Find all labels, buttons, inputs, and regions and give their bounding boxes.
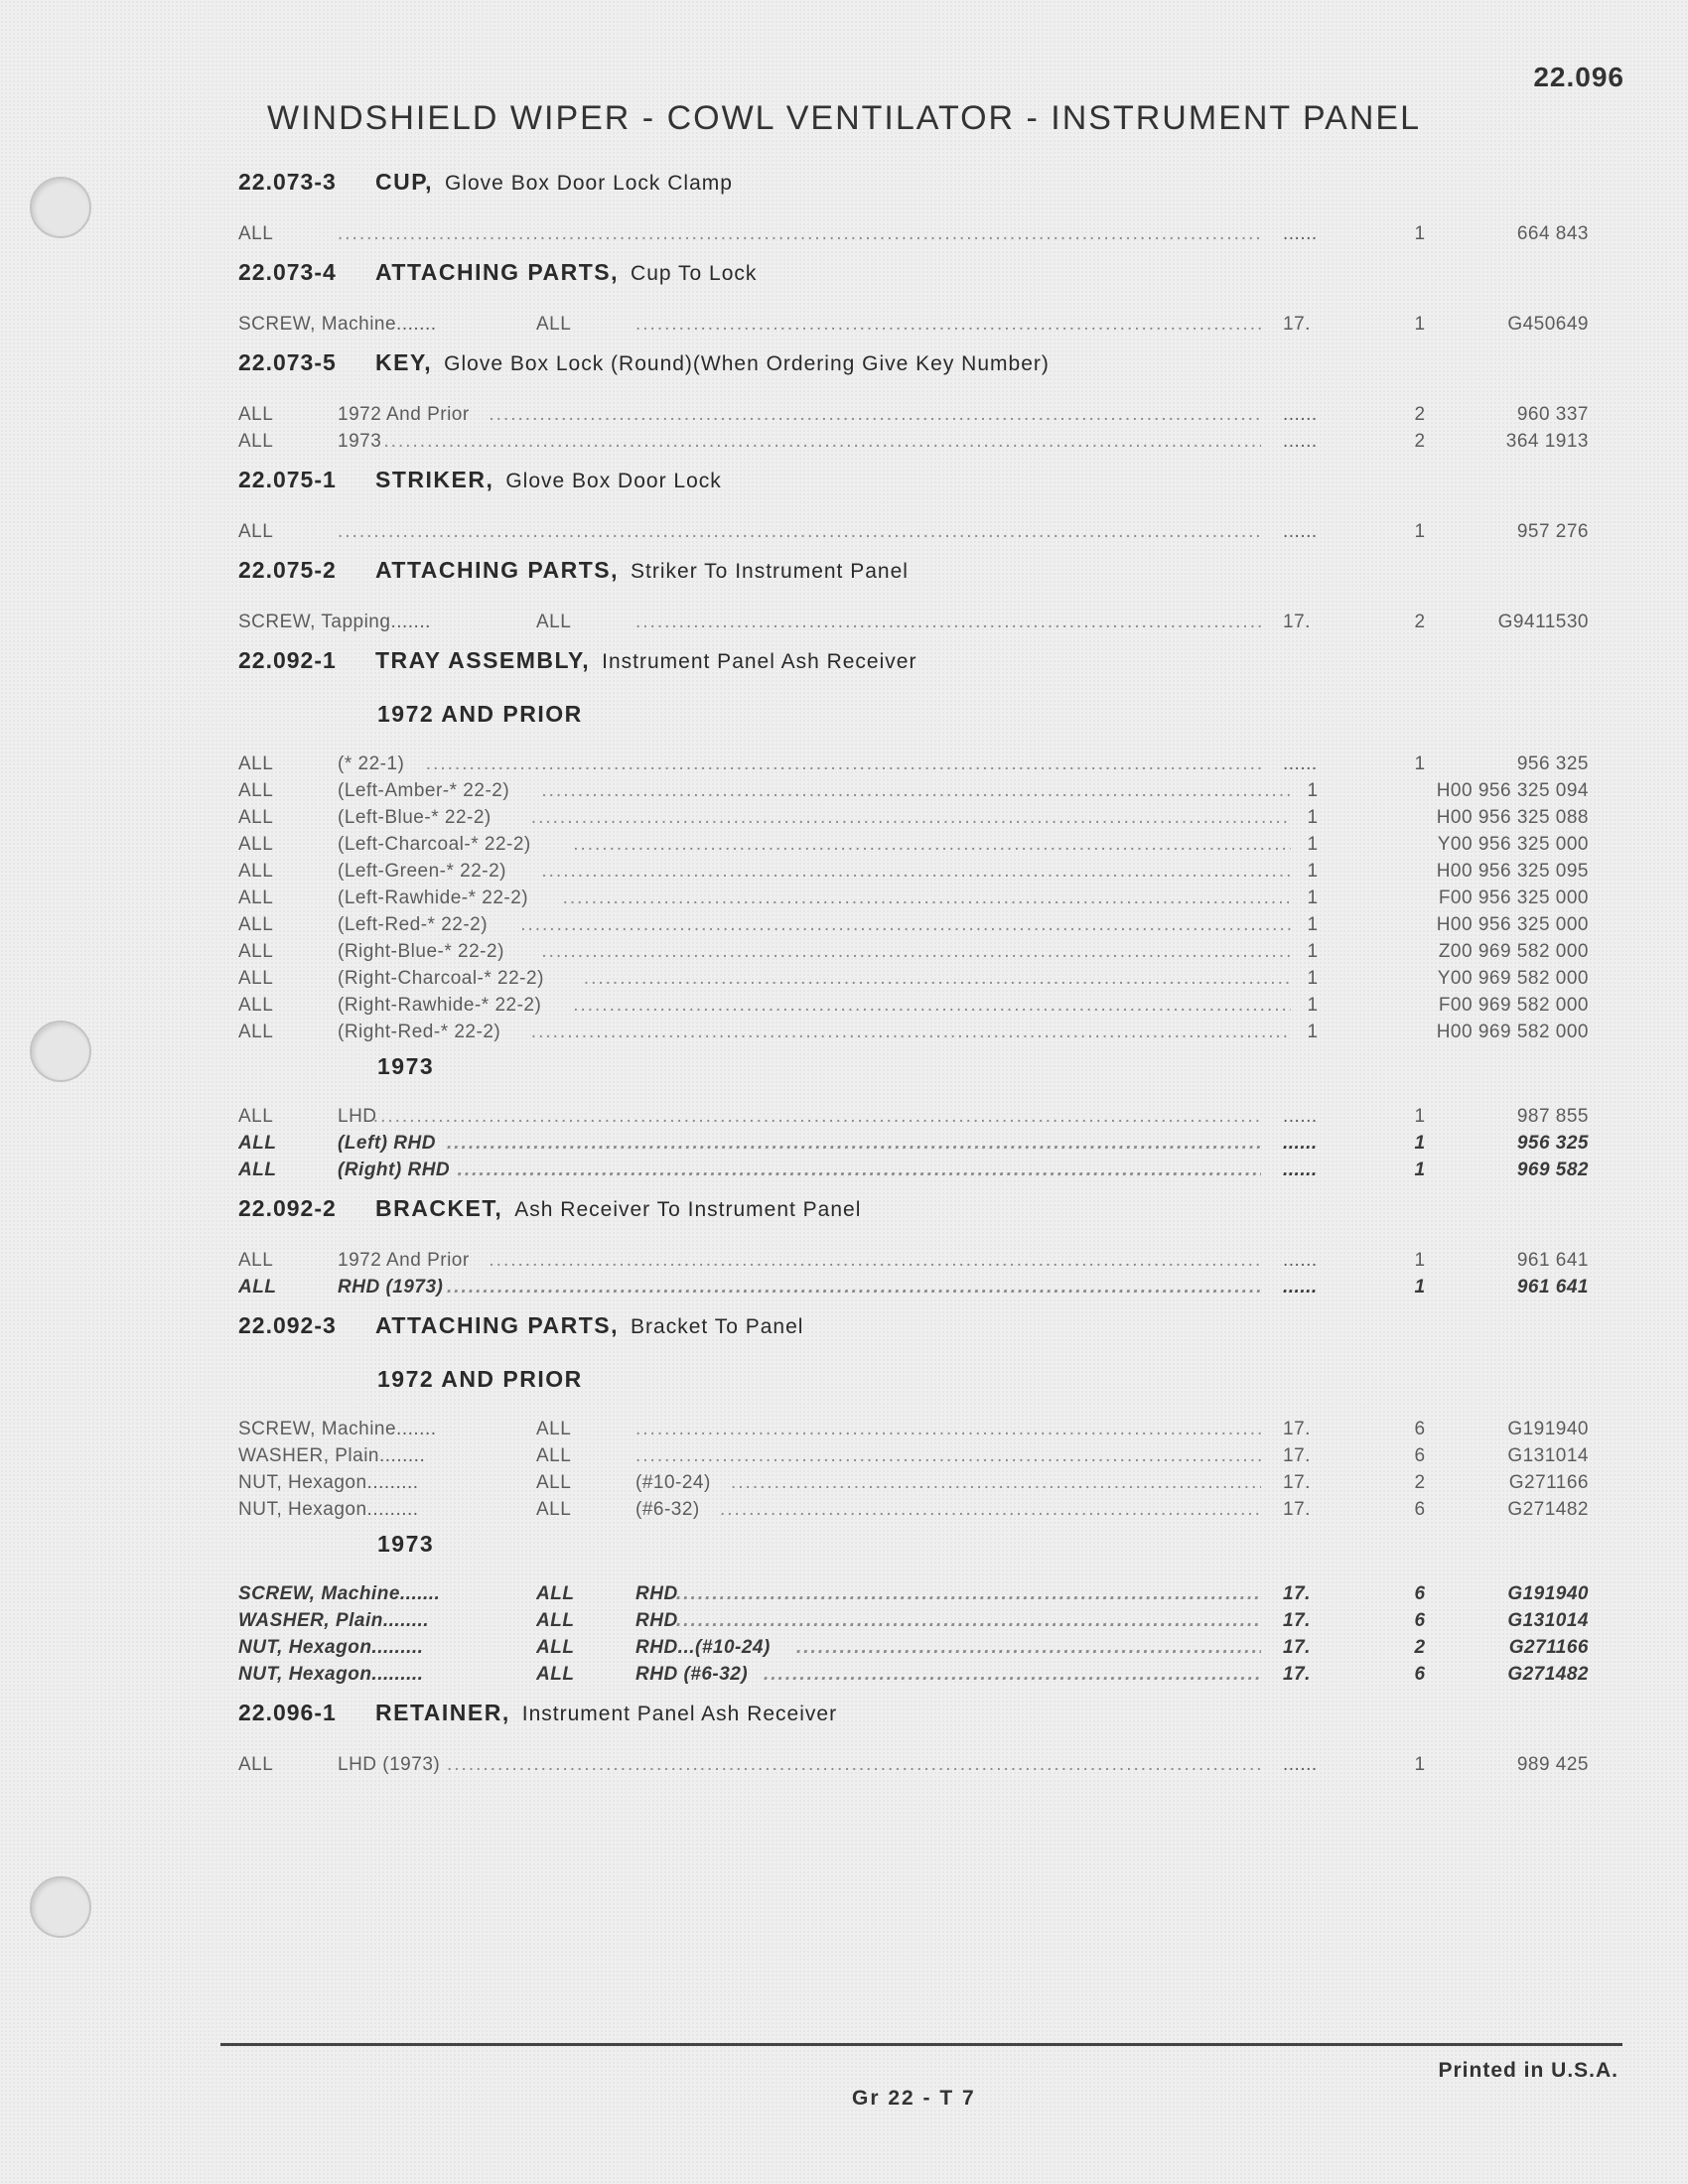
part-number: F00 956 325 000 (1438, 887, 1589, 908)
row-description: (#10-24) (635, 1472, 711, 1493)
quantity: 1 (1414, 223, 1426, 244)
part-number: G191940 (1507, 1583, 1589, 1604)
part-description: Glove Box Door Lock Clamp (445, 172, 733, 195)
row-description: LHD (338, 1106, 377, 1127)
table-row (238, 1607, 1589, 1634)
row-description: (Right-Charcoal-* 22-2) (338, 968, 544, 989)
part-number: Z00 969 582 000 (1438, 941, 1589, 962)
model-code: ALL (536, 1583, 575, 1604)
quantity: 6 (1414, 1583, 1426, 1604)
table-row (238, 1019, 1589, 1045)
reference-column: ...... (1283, 1106, 1318, 1127)
quantity: 1 (1414, 1133, 1426, 1154)
model-code: ALL (238, 1160, 277, 1180)
row-description: (* 22-1) (338, 753, 405, 774)
model-code: ALL (238, 753, 274, 774)
year-subheading: 1973 (377, 1053, 435, 1079)
parts-rows (238, 311, 1589, 338)
part-number: G271482 (1507, 1664, 1589, 1685)
table-row (238, 858, 1589, 885)
quantity: 6 (1414, 1499, 1426, 1520)
quantity: 1 (1307, 834, 1319, 855)
model-code: ALL (238, 968, 274, 989)
reference-column: 17. (1283, 1664, 1311, 1685)
part-number: 957 276 (1516, 521, 1589, 542)
leader-dots (489, 1247, 1261, 1274)
part-number: G271482 (1507, 1499, 1589, 1520)
leader-dots (426, 751, 1261, 777)
model-code: ALL (238, 995, 274, 1016)
leader-dots (573, 831, 1291, 858)
hardware-name: NUT, Hexagon......... (238, 1499, 419, 1520)
model-code: ALL (238, 887, 274, 908)
model-code: ALL (238, 861, 274, 882)
quantity: 1 (1414, 1106, 1426, 1127)
leader-dots (458, 1157, 1261, 1183)
hardware-name: WASHER, Plain........ (238, 1445, 426, 1466)
leader-dots (635, 311, 1261, 338)
hardware-name: SCREW, Tapping....... (238, 612, 431, 632)
part-number: 961 641 (1516, 1277, 1589, 1297)
part-number: 987 855 (1516, 1106, 1589, 1127)
model-code: ALL (238, 1106, 274, 1127)
leader-dots (338, 518, 1261, 545)
row-description: (Left) RHD (338, 1133, 436, 1154)
model-code: ALL (238, 431, 274, 452)
quantity: 2 (1414, 404, 1426, 425)
part-number: G271166 (1508, 1637, 1589, 1658)
table-row (238, 518, 1589, 545)
row-description: 1973 (338, 431, 382, 452)
table-row (238, 1634, 1589, 1661)
parts-rows (238, 1580, 1589, 1688)
table-row (238, 777, 1589, 804)
part-name: ATTACHING PARTS, (375, 557, 620, 583)
quantity: 6 (1414, 1610, 1426, 1631)
reference-column: 17. (1283, 1445, 1311, 1466)
leader-dots (796, 1634, 1261, 1661)
hardware-name: SCREW, Machine....... (238, 314, 437, 335)
model-code: ALL (536, 1610, 575, 1631)
parts-rows (238, 220, 1589, 247)
parts-rows (238, 1751, 1589, 1778)
leader-dots (635, 609, 1261, 635)
row-description: LHD (1973) (338, 1754, 441, 1775)
quantity: 1 (1307, 780, 1319, 801)
model-code: ALL (238, 914, 274, 935)
part-number: 969 582 (1516, 1160, 1589, 1180)
model-code: ALL (536, 612, 572, 632)
leader-dots (720, 1496, 1261, 1523)
reference-column: ...... (1283, 223, 1318, 244)
model-code: ALL (536, 1472, 572, 1493)
hardware-name: SCREW, Machine....... (238, 1419, 437, 1439)
reference-column: 17. (1283, 1472, 1311, 1493)
year-subheading: 1972 AND PRIOR (377, 701, 583, 727)
table-row (238, 1469, 1589, 1496)
row-description: (Right-Red-* 22-2) (338, 1022, 501, 1042)
model-code: ALL (536, 1664, 575, 1685)
year-subheading: 1972 AND PRIOR (377, 1366, 583, 1392)
row-description: RHD (635, 1583, 678, 1604)
quantity: 1 (1307, 1022, 1319, 1042)
leader-dots (541, 938, 1291, 965)
leader-dots (731, 1469, 1261, 1496)
part-number: H00 956 325 000 (1436, 914, 1589, 935)
part-name: BRACKET, (375, 1195, 503, 1221)
table-row (238, 1442, 1589, 1469)
model-code: ALL (536, 1499, 572, 1520)
quantity: 1 (1307, 941, 1319, 962)
quantity: 1 (1307, 995, 1319, 1016)
parts-rows (238, 751, 1589, 1045)
quantity: 1 (1307, 807, 1319, 828)
part-number: G131014 (1507, 1610, 1589, 1631)
model-code: ALL (238, 807, 274, 828)
reference-column: 17. (1283, 612, 1311, 632)
leader-dots (373, 1103, 1261, 1130)
model-code: ALL (238, 223, 274, 244)
reference-number: 22.075-1 (238, 467, 337, 492)
quantity: 2 (1414, 1472, 1426, 1493)
row-description: (Right-Blue-* 22-2) (338, 941, 504, 962)
footer-divider (220, 2043, 1622, 2046)
part-number: H00 956 325 095 (1436, 861, 1589, 882)
reference-column: 17. (1283, 314, 1311, 335)
part-name: KEY, (375, 349, 433, 375)
part-number: G131014 (1507, 1445, 1589, 1466)
part-number: 989 425 (1516, 1754, 1589, 1775)
table-row (238, 1661, 1589, 1688)
model-code: ALL (238, 404, 274, 425)
leader-dots (764, 1661, 1261, 1688)
leader-dots (531, 1019, 1291, 1045)
leader-dots (584, 965, 1291, 992)
reference-column: 17. (1283, 1583, 1311, 1604)
quantity: 6 (1414, 1419, 1426, 1439)
model-code: ALL (238, 521, 274, 542)
reference-number: 22.092-2 (238, 1195, 337, 1221)
leader-dots (563, 885, 1291, 911)
row-description: (Left-Charcoal-* 22-2) (338, 834, 531, 855)
table-row (238, 1751, 1589, 1778)
parts-rows (238, 1103, 1589, 1183)
part-number: 956 325 (1516, 753, 1589, 774)
model-code: ALL (536, 1419, 572, 1439)
table-row (238, 1247, 1589, 1274)
section-header (238, 647, 1559, 693)
part-name: ATTACHING PARTS, (375, 259, 620, 285)
quantity: 1 (1414, 1277, 1426, 1297)
part-number: G9411530 (1497, 612, 1589, 632)
reference-number: 22.092-3 (238, 1312, 337, 1338)
binder-hole (30, 177, 91, 238)
quantity: 2 (1414, 1637, 1426, 1658)
leader-dots (676, 1607, 1261, 1634)
reference-column: 17. (1283, 1499, 1311, 1520)
leader-dots (531, 804, 1291, 831)
part-number: H00 956 325 094 (1436, 780, 1589, 801)
hardware-name: SCREW, Machine....... (238, 1583, 441, 1604)
part-description: Instrument Panel Ash Receiver (602, 650, 917, 673)
section-header (238, 1312, 1559, 1358)
group-reference: Gr 22 - T 7 (852, 2087, 976, 2110)
parts-rows (238, 401, 1589, 455)
row-description: (Left-Amber-* 22-2) (338, 780, 510, 801)
binder-hole (30, 1021, 91, 1082)
reference-column: ...... (1283, 753, 1318, 774)
row-description: (Left-Green-* 22-2) (338, 861, 507, 882)
reference-column: ...... (1283, 1754, 1318, 1775)
reference-column: ...... (1283, 404, 1318, 425)
leader-dots (447, 1274, 1261, 1300)
part-name: ATTACHING PARTS, (375, 1312, 620, 1338)
quantity: 6 (1414, 1445, 1426, 1466)
leader-dots (447, 1130, 1261, 1157)
quantity: 1 (1307, 968, 1319, 989)
printed-in-note: Printed in U.S.A. (1438, 2059, 1618, 2082)
part-number: 956 325 (1516, 1133, 1589, 1154)
reference-column: ...... (1283, 1250, 1318, 1271)
table-row (238, 1496, 1589, 1523)
reference-number: 22.075-2 (238, 557, 337, 583)
part-number: 960 337 (1516, 404, 1589, 425)
part-number: Y00 956 325 000 (1437, 834, 1589, 855)
model-code: ALL (238, 1133, 277, 1154)
leader-dots (541, 777, 1291, 804)
leader-dots (635, 1442, 1261, 1469)
parts-rows (238, 518, 1589, 545)
table-row (238, 1103, 1589, 1130)
table-row (238, 401, 1589, 428)
page-title: WINDSHIELD WIPER - COWL VENTILATOR - INSTRUMENT PANEL (267, 99, 1421, 137)
reference-column: 17. (1283, 1419, 1311, 1439)
model-code: ALL (238, 1250, 274, 1271)
leader-dots (573, 992, 1291, 1019)
part-number: G450649 (1507, 314, 1589, 335)
leader-dots (447, 1751, 1261, 1778)
section-header (238, 169, 1559, 214)
quantity: 1 (1414, 1250, 1426, 1271)
leader-dots (383, 428, 1261, 455)
leader-dots (541, 858, 1291, 885)
table-row (238, 220, 1589, 247)
hardware-name: NUT, Hexagon......... (238, 1637, 424, 1658)
quantity: 1 (1307, 887, 1319, 908)
leader-dots (338, 220, 1261, 247)
table-row (238, 885, 1589, 911)
model-code: ALL (238, 941, 274, 962)
quantity: 1 (1307, 861, 1319, 882)
quantity: 1 (1414, 1160, 1426, 1180)
page-number: 22.096 (1533, 62, 1624, 92)
year-subheading: 1973 (377, 1531, 435, 1557)
reference-number: 22.092-1 (238, 647, 337, 673)
table-row (238, 751, 1589, 777)
quantity: 2 (1414, 431, 1426, 452)
row-description: (Right) RHD (338, 1160, 451, 1180)
row-description: 1972 And Prior (338, 404, 470, 425)
quantity: 1 (1414, 753, 1426, 774)
parts-list (238, 157, 1589, 1784)
row-description: RHD (#6-32) (635, 1664, 749, 1685)
row-description: 1972 And Prior (338, 1250, 470, 1271)
section-header (238, 349, 1559, 395)
quantity: 6 (1414, 1664, 1426, 1685)
part-description: Glove Box Lock (Round)(When Ordering Give Key Number) (444, 352, 1050, 375)
reference-number: 22.096-1 (238, 1700, 337, 1725)
row-description: RHD...(#10-24) (635, 1637, 771, 1658)
row-description: (#6-32) (635, 1499, 700, 1520)
table-row (238, 938, 1589, 965)
row-description: (Right-Rawhide-* 22-2) (338, 995, 542, 1016)
row-description: RHD (1973) (338, 1277, 444, 1297)
hardware-name: NUT, Hexagon......... (238, 1472, 419, 1493)
quantity: 1 (1414, 1754, 1426, 1775)
reference-column: ...... (1283, 521, 1318, 542)
part-description: Glove Box Door Lock (505, 470, 722, 492)
table-row (238, 311, 1589, 338)
row-description: RHD (635, 1610, 678, 1631)
model-code: ALL (536, 1637, 575, 1658)
table-row (238, 831, 1589, 858)
part-number: 364 1913 (1505, 431, 1589, 452)
table-row (238, 428, 1589, 455)
part-number: F00 969 582 000 (1438, 995, 1589, 1016)
table-row (238, 911, 1589, 938)
quantity: 1 (1307, 914, 1319, 935)
model-code: ALL (238, 834, 274, 855)
section-header (238, 259, 1559, 305)
model-code: ALL (238, 1022, 274, 1042)
part-name: STRIKER, (375, 467, 494, 492)
table-row (238, 804, 1589, 831)
part-description: Ash Receiver To Instrument Panel (514, 1198, 862, 1221)
quantity: 1 (1414, 314, 1426, 335)
model-code: ALL (536, 314, 572, 335)
leader-dots (676, 1580, 1261, 1607)
hardware-name: NUT, Hexagon......... (238, 1664, 424, 1685)
hardware-name: WASHER, Plain........ (238, 1610, 430, 1631)
leader-dots (520, 911, 1291, 938)
reference-column: 17. (1283, 1610, 1311, 1631)
model-code: ALL (238, 780, 274, 801)
table-row (238, 609, 1589, 635)
leader-dots (635, 1416, 1261, 1442)
table-row (238, 1274, 1589, 1300)
reference-column: ...... (1283, 1277, 1318, 1297)
row-description: (Left-Rawhide-* 22-2) (338, 887, 529, 908)
reference-number: 22.073-4 (238, 259, 337, 285)
row-description: (Left-Red-* 22-2) (338, 914, 489, 935)
reference-column: 17. (1283, 1637, 1311, 1658)
reference-column: ...... (1283, 1133, 1318, 1154)
part-number: H00 956 325 088 (1436, 807, 1589, 828)
section-header (238, 467, 1559, 512)
quantity: 1 (1414, 521, 1426, 542)
part-number: H00 969 582 000 (1436, 1022, 1589, 1042)
reference-number: 22.073-5 (238, 349, 337, 375)
section-header (238, 1700, 1559, 1745)
parts-rows (238, 609, 1589, 635)
table-row (238, 1130, 1589, 1157)
part-number: G271166 (1508, 1472, 1589, 1493)
reference-number: 22.073-3 (238, 169, 337, 195)
table-row (238, 992, 1589, 1019)
model-code: ALL (536, 1445, 572, 1466)
model-code: ALL (238, 1277, 277, 1297)
table-row (238, 1157, 1589, 1183)
part-description: Bracket To Panel (631, 1315, 804, 1338)
section-header (238, 557, 1559, 603)
parts-rows (238, 1247, 1589, 1300)
part-description: Striker To Instrument Panel (631, 560, 909, 583)
part-name: CUP, (375, 169, 433, 195)
part-name: TRAY ASSEMBLY, (375, 647, 591, 673)
binder-hole (30, 1876, 91, 1938)
quantity: 2 (1414, 612, 1426, 632)
model-code: ALL (238, 1754, 274, 1775)
part-number: 961 641 (1516, 1250, 1589, 1271)
table-row (238, 1416, 1589, 1442)
part-number: Y00 969 582 000 (1437, 968, 1589, 989)
table-row (238, 1580, 1589, 1607)
parts-rows (238, 1416, 1589, 1523)
section-header (238, 1195, 1559, 1241)
row-description: (Left-Blue-* 22-2) (338, 807, 492, 828)
reference-column: ...... (1283, 1160, 1318, 1180)
leader-dots (489, 401, 1261, 428)
part-description: Instrument Panel Ash Receiver (521, 1703, 838, 1725)
part-name: RETAINER, (375, 1700, 510, 1725)
part-number: 664 843 (1516, 223, 1589, 244)
table-row (238, 965, 1589, 992)
part-description: Cup To Lock (631, 262, 758, 285)
part-number: G191940 (1507, 1419, 1589, 1439)
reference-column: ...... (1283, 431, 1318, 452)
